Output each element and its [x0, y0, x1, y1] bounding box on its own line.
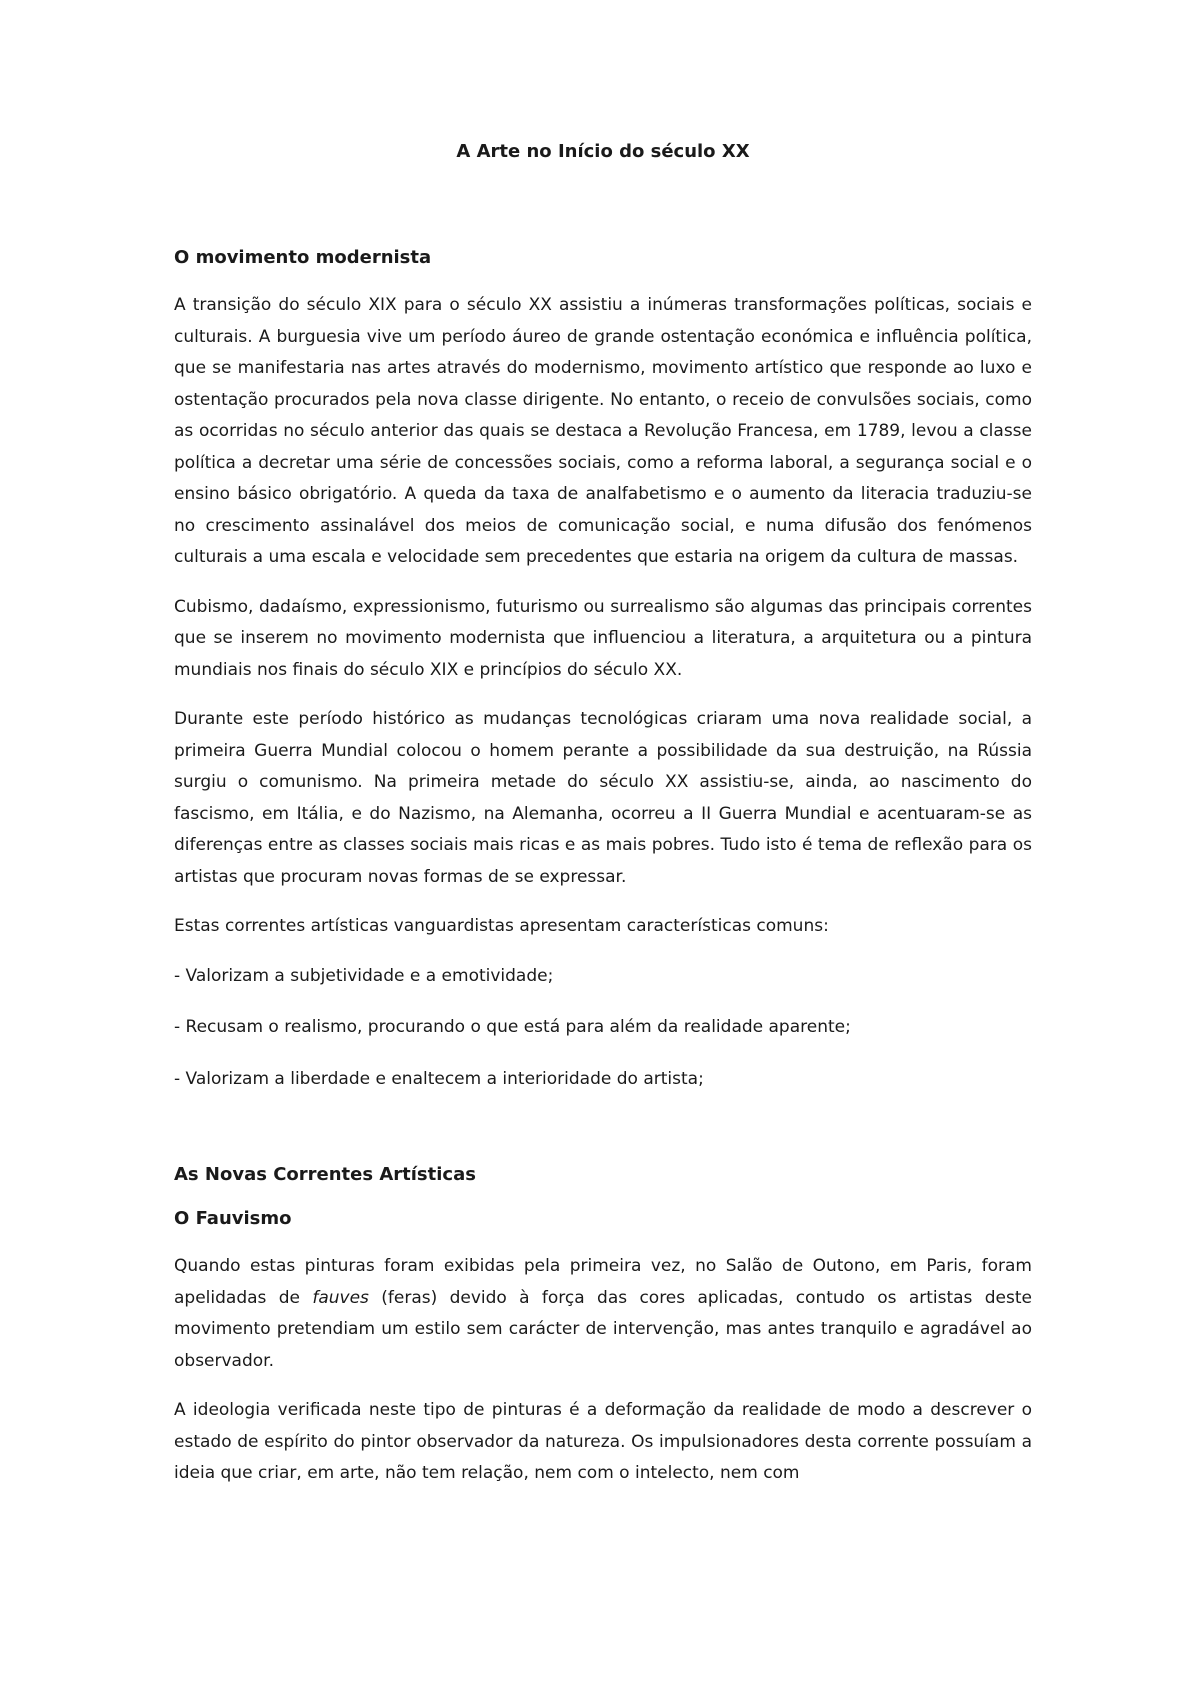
paragraph: Cubismo, dadaísmo, expressionismo, futurismo ou surrealismo são algumas das principais correntes que se inserem no movimento modernista que influenciou a literatura, a arquitetura ou a pintura mundiais nos finais do século XIX e princípios do século XX.	[174, 596, 1032, 680]
paragraph: A ideologia verificada neste tipo de pinturas é a deformação da realidade de modo a descrever o estado de espírito do pintor observador da natureza. Os impulsionadores desta corrente possuíam a ideia que criar, em arte, não tem relação, nem com o intelecto, nem com	[174, 1400, 1032, 1483]
list-item: - Valorizam a liberdade e enaltecem a interioridade do artista;	[174, 1068, 704, 1089]
section-heading-modernismo: O movimento modernista	[174, 247, 432, 268]
emphasis-term: fauves	[312, 1287, 369, 1308]
paragraph: Durante este período histórico as mudanças tecnológicas criaram uma nova realidade social, a primeira Guerra Mundial colocou o homem perante a possibilidade da sua destruição, na Rússia surgiu o comunismo. Na primeira metade do século XX assistiu-se, ainda, ao nascimento do fascismo, em Itália, e do Nazismo, na Alemanha, ocorreu a II Guerra Mundial e acentuaram-se as diferenças entre as classes sociais mais ricas e as mais pobres. Tudo isto é tema de reflexão para os artistas que procuram novas formas de se expressar.	[174, 709, 1032, 887]
section-spacer	[174, 1115, 1032, 1163]
paragraph-text: Quando estas pinturas foram exibidas pela primeira vez, no Salão de Outono, em Paris, foram apelidadas de	[174, 1256, 1032, 1308]
list-item: - Recusam o realismo, procurando o que está para além da realidade aparente;	[174, 1017, 851, 1037]
subsection-heading-fauvismo: O Fauvismo	[174, 1208, 292, 1229]
document-title: A Arte no Início do século XX	[456, 141, 750, 162]
paragraph: A transição do século XIX para o século XX assistiu a inúmeras transformações políticas, sociais e culturais. A burguesia vive um período áureo de grande ostentação económica e influência política, que se manifestaria nas artes através do modernismo, movimento artístico que responde ao luxo e ostentação procurados pela nova classe dirigente. No entanto, o receio de convulsões sociais, como as ocorridas no século anterior das quais se destaca a Revolução Francesa, em 1789, levou a classe política a decretar uma série de concessões sociais, como a reforma laboral, a segurança social e o ensino básico obrigatório. A queda da taxa de analfabetismo e o aumento da literacia traduziu-se no crescimento assinalável dos meios de comunicação social, e numa difusão dos fenómenos culturais a uma escala e velocidade sem precedentes que estaria na origem da cultura de massas.	[174, 295, 1032, 567]
section-heading-novas-correntes: As Novas Correntes Artísticas	[174, 1164, 476, 1185]
paragraph	[174, 1251, 1032, 1377]
paragraph: Estas correntes artísticas vanguardistas apresentam características comuns:	[174, 916, 829, 936]
paragraph-text: (feras) devido à força das cores aplicadas, contudo os artistas deste movimento pretendiam um estilo sem carácter de intervenção, mas antes tranquilo e agradável ao observador.	[174, 1287, 1032, 1371]
page-content	[174, 140, 1032, 1508]
list-item: - Valorizam a subjetividade e a emotividade;	[174, 965, 554, 986]
